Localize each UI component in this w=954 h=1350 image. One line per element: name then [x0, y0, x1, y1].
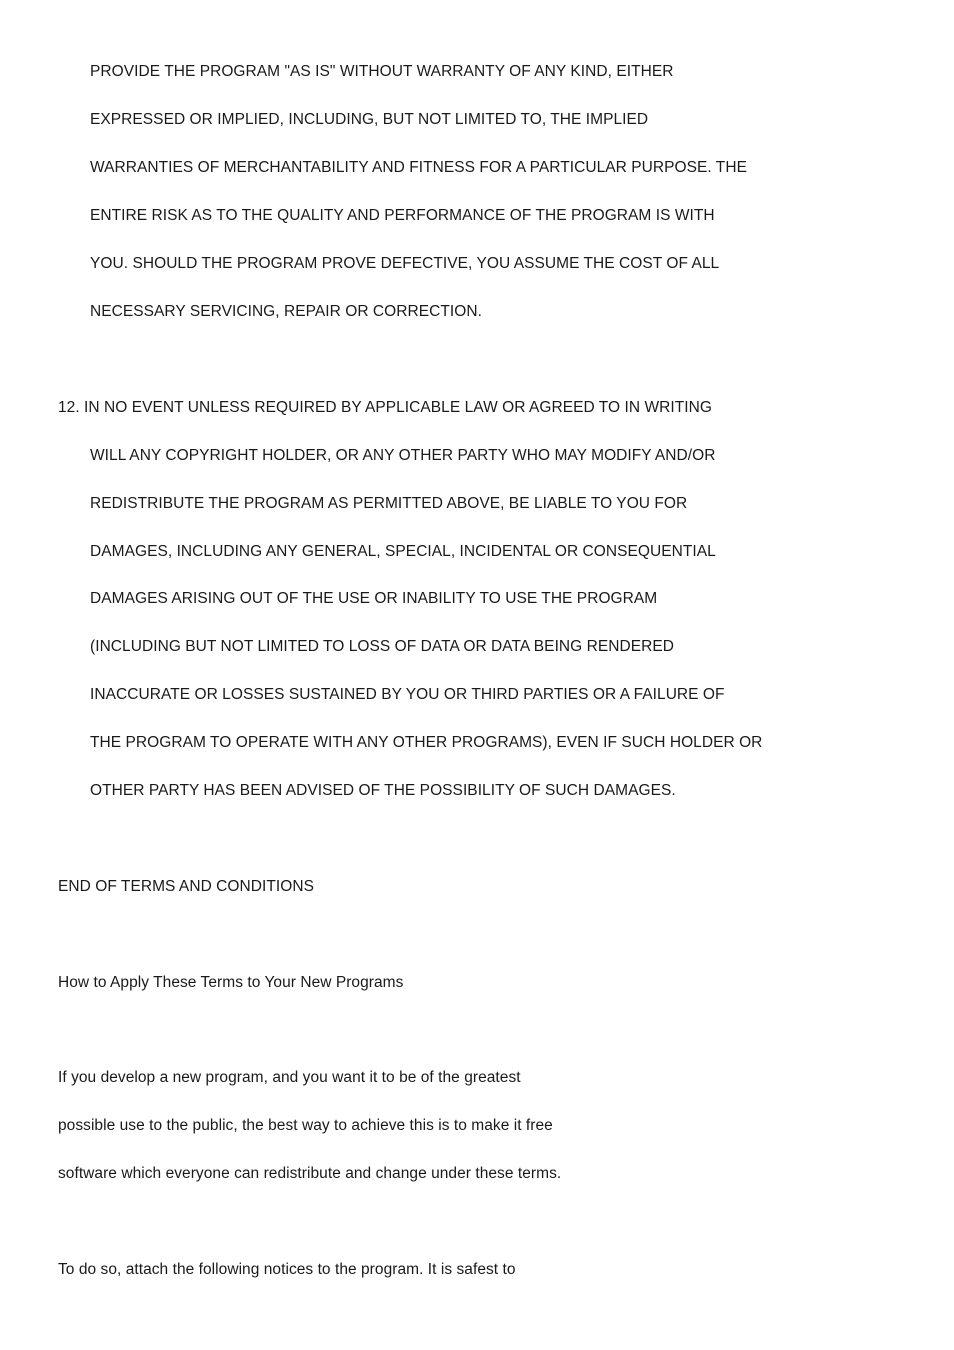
- section-11-line: WARRANTIES OF MERCHANTABILITY AND FITNESS FOR A PARTICULAR PURPOSE. THE: [90, 159, 747, 176]
- section-11-line: YOU. SHOULD THE PROGRAM PROVE DEFECTIVE, YOU ASSUME THE COST OF ALL: [90, 255, 720, 272]
- section-12-line: (INCLUDING BUT NOT LIMITED TO LOSS OF DATA OR DATA BEING RENDERED: [90, 638, 675, 655]
- how-to-paragraph-line: If you develop a new program, and you want it to be of the greatest: [58, 1069, 521, 1086]
- section-12-line: INACCURATE OR LOSSES SUSTAINED BY YOU OR THIRD PARTIES OR A FAILURE OF: [90, 686, 725, 703]
- section-12-line: REDISTRIBUTE THE PROGRAM AS PERMITTED ABOVE, BE LIABLE TO YOU FOR: [90, 495, 688, 512]
- end-of-terms-heading: END OF TERMS AND CONDITIONS: [58, 878, 314, 895]
- attach-paragraph-line: To do so, attach the following notices to the program. It is safest to: [58, 1261, 516, 1278]
- section-11-line: EXPRESSED OR IMPLIED, INCLUDING, BUT NOT LIMITED TO, THE IMPLIED: [90, 111, 649, 128]
- section-11-line: PROVIDE THE PROGRAM "AS IS" WITHOUT WARRANTY OF ANY KIND, EITHER: [90, 63, 674, 80]
- section-12-line: DAMAGES ARISING OUT OF THE USE OR INABILITY TO USE THE PROGRAM: [90, 590, 658, 607]
- section-12-first-line: 12. IN NO EVENT UNLESS REQUIRED BY APPLICABLE LAW OR AGREED TO IN WRITING: [58, 399, 712, 416]
- section-12-line: OTHER PARTY HAS BEEN ADVISED OF THE POSSIBILITY OF SUCH DAMAGES.: [90, 782, 676, 799]
- section-11-line: NECESSARY SERVICING, REPAIR OR CORRECTION.: [90, 303, 482, 320]
- how-to-paragraph-line: software which everyone can redistribute and change under these terms.: [58, 1165, 562, 1182]
- section-12-line: DAMAGES, INCLUDING ANY GENERAL, SPECIAL, INCIDENTAL OR CONSEQUENTIAL: [90, 543, 716, 560]
- how-to-apply-heading: How to Apply These Terms to Your New Programs: [58, 974, 404, 991]
- section-12-line: WILL ANY COPYRIGHT HOLDER, OR ANY OTHER PARTY WHO MAY MODIFY AND/OR: [90, 447, 716, 464]
- section-11-line: ENTIRE RISK AS TO THE QUALITY AND PERFORMANCE OF THE PROGRAM IS WITH: [90, 207, 715, 224]
- how-to-paragraph-line: possible use to the public, the best way to achieve this is to make it free: [58, 1117, 553, 1134]
- section-12-line: THE PROGRAM TO OPERATE WITH ANY OTHER PROGRAMS), EVEN IF SUCH HOLDER OR: [90, 734, 763, 751]
